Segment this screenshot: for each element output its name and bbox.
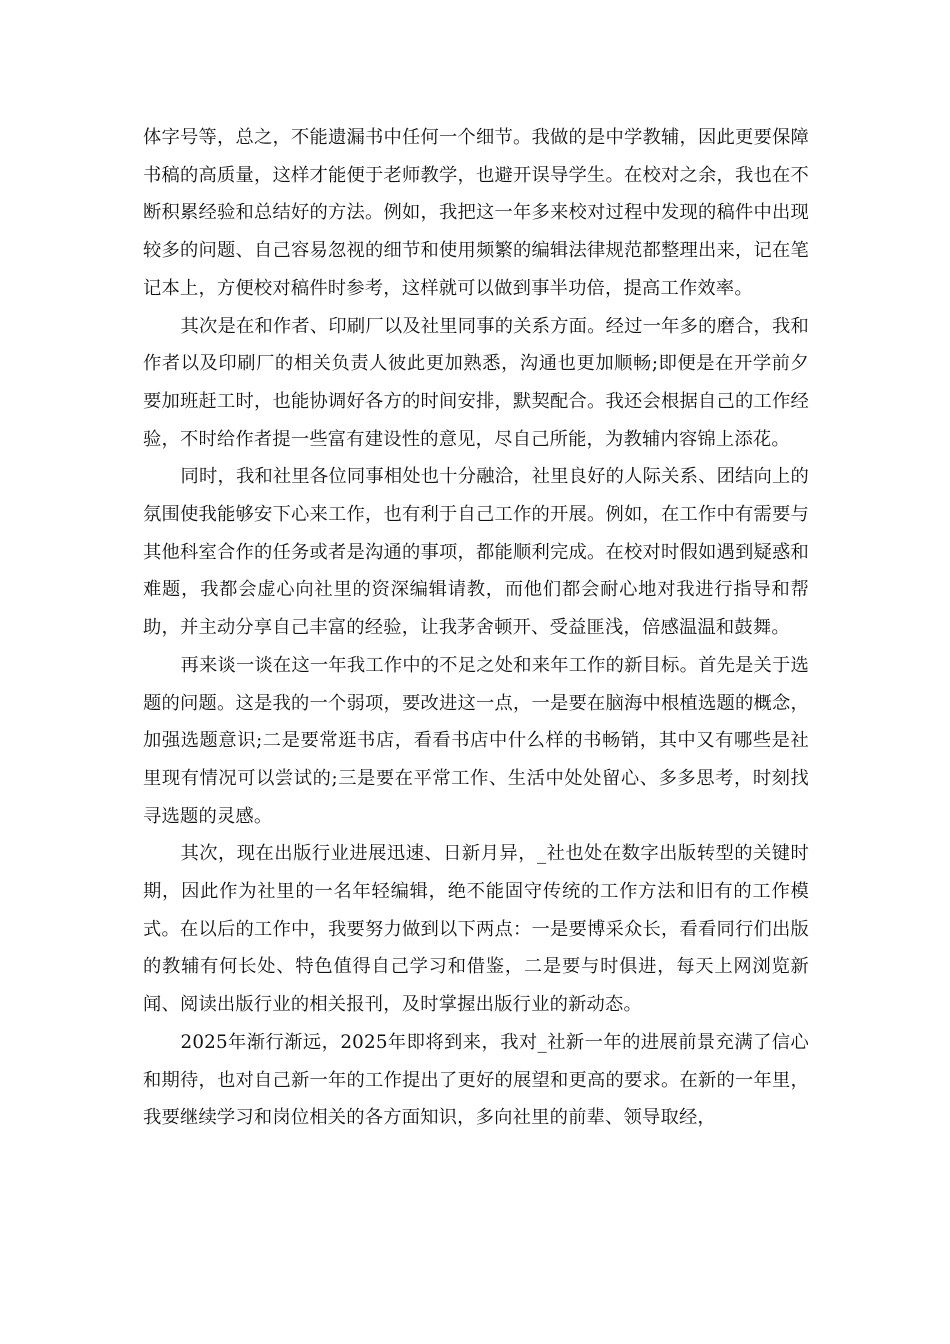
paragraph-continuation: 体字号等，总之，不能遗漏书中任何一个细节。我做的是中学教辅，因此更要保障书稿的高质量，这样才能便于老师教学，也避开误导学生。在校对之余，我也在不断积累经验和总结好的方法。例如，我把这一年多来校对过程中发现的稿件中出现较多的问题、自己容易忽视的细节和使用频繁的编辑法律规范都整理出来，记在笔记本上，方便校对稿件时参考，这样就可以做到事半功倍，提高工作效率。	[143, 127, 809, 299]
paragraph-relations: 其次是在和作者、印刷厂以及社里同事的关系方面。经过一年多的磨合，我和作者以及印刷厂的相关负责人彼此更加熟悉，沟通也更加顺畅;即便是在开学前夕要加班赶工时，也能协调好各方的时间安排，默契配合。我还会根据自己的工作经验，不时给作者提一些富有建设性的意见，尽自己所能，为教辅内容锦上添花。	[143, 315, 809, 450]
paragraph-new-year: 2025年渐行渐远，2025年即将到来，我对_社新一年的进展前景充满了信心和期待，也对自己新一年的工作提出了更好的展望和更高的要求。在新的一年里，我要继续学习和岗位相关的各方面知识，多向社里的前辈、领导取经，	[143, 1031, 809, 1129]
paragraph-colleagues: 同时，我和社里各位同事相处也十分融洽，社里良好的人际关系、团结向上的氛围使我能够安下心来工作，也有利于自己工作的开展。例如，在工作中有需要与其他科室合作的任务或者是沟通的事项，都能顺利完成。在校对时假如遇到疑惑和难题，我都会虚心向社里的资深编辑请教，而他们都会耐心地对我进行指导和帮助，并主动分享自己丰富的经验，让我茅舍顿开、受益匪浅，倍感温温和鼓舞。	[143, 466, 809, 639]
document-page	[143, 119, 809, 1137]
paragraph-digital-publishing: 其次，现在出版行业进展迅速、日新月异，_社也处在数字出版转型的关键时期，因此作为社里的一名年轻编辑，绝不能固守传统的工作方法和旧有的工作模式。在以后的工作中，我要努力做到以下两点：一是要博采众长，看看同行们出版的教辅有何长处、特色值得自己学习和借鉴，二是要与时俱进，每天上网浏览新闻、阅读出版行业的相关报刊，及时掌握出版行业的新动态。	[143, 843, 809, 1016]
paragraph-shortcomings: 再来谈一谈在这一年我工作中的不足之处和来年工作的新目标。首先是关于选题的问题。这是我的一个弱项，要改进这一点，一是要在脑海中根植选题的概念，加强选题意识;二是要常逛书店，看看书店中什么样的书畅销，其中又有哪些是社里现有情况可以尝试的;三是要在平常工作、生活中处处留心、多多思考，时刻找寻选题的灵感。	[143, 654, 809, 827]
